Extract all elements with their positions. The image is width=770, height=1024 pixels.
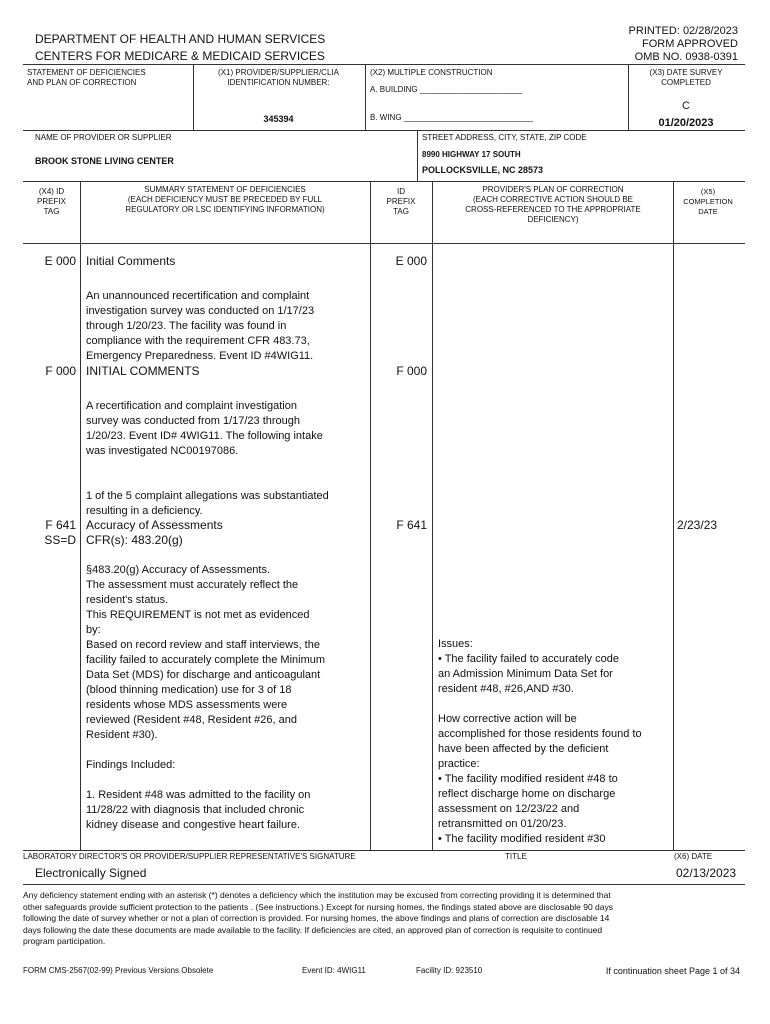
title-label: TITLE [505, 852, 527, 861]
form-approved: FORM APPROVED [642, 38, 738, 50]
signature-value: Electronically Signed [35, 866, 147, 880]
e000-title: Initial Comments [86, 254, 176, 268]
divider [365, 64, 366, 130]
survey-completed-date: 01/20/2023 [658, 117, 714, 129]
x2-label: (X2) MULTIPLE CONSTRUCTION [370, 68, 493, 77]
divider [370, 181, 371, 850]
provider-name: BROOK STONE LIVING CENTER [35, 156, 174, 166]
f641-body: §483.20(g) Accuracy of Assessments. The assessment must accurately reflect the resident's status. This REQUIREMENT is not met as evidenced by: Based on record review and staff interviews, the facility failed to accurately complete the Minimum Data Set (MDS) for discharge and anticoagulant (blood thinning medication) use for 3 of 18 residents whose MDS assessments were reviewed (Resident #48, Resident #26, and Resident #30). Findings Included: 1. Resident #48 was admitted to the facility on 11/28/22 with diagnosis that included chronic kidney disease and congestive heart failure. [86, 564, 326, 831]
id-tag-f641: F 641 [396, 518, 427, 532]
department-line-2: CENTERS FOR MEDICARE & MEDICAID SERVICES [35, 49, 325, 63]
divider [417, 130, 418, 181]
tag-f000: F 000 [45, 364, 76, 378]
summary-header: SUMMARY STATEMENT OF DEFICIENCIES (EACH DEFICIENCY MUST BE PRECEDED BY FULL REGULATORY OR LSC IDENTIFYING INFORMATION) [125, 185, 325, 214]
completion-date: 2/23/23 [677, 518, 718, 532]
id-tag-e000: E 000 [395, 254, 427, 268]
signature-rule [23, 884, 745, 885]
body-bottom-rule [23, 850, 745, 851]
f000-title: INITIAL COMMENTS [86, 364, 200, 378]
department-line-1: DEPARTMENT OF HEALTH AND HUMAN SERVICES [35, 32, 326, 46]
page-indicator: If continuation sheet Page 1 of 34 [605, 966, 740, 976]
divider [432, 181, 433, 850]
divider [193, 64, 194, 130]
signature-date: 02/13/2023 [676, 866, 737, 880]
f000-body: A recertification and complaint investigation survey was conducted from 1/17/23 through 1/20/23. Event ID# 4WIG11. The following intake was investigated NC00197086. 1 of the 5 complaint allegations was substantiated resulting in a deficiency. [86, 400, 329, 517]
plan-of-correction-body: Issues: • The facility failed to accurately code an Admission Minimum Data Set for resident #48, #26,AND #30. How corrective action will be accomplished for those residents found to have been affected by the deficient practice: • The facility modified resident #48 to reflect discharge home on discharge assessment on 12/23/22 and retransmitted on 01/20/23. • The facility modified resident #30 [438, 638, 642, 845]
divider [628, 64, 629, 130]
tag-f641: F 641 [45, 518, 76, 532]
address-line-1: 8990 HIGHWAY 17 SOUTH [422, 150, 521, 159]
statement-label: STATEMENT OF DEFICIENCIES AND PLAN OF CORRECTION [27, 68, 146, 87]
divider [80, 181, 81, 850]
form-number: FORM CMS-2567(02-99) Previous Versions Obsolete [23, 966, 214, 975]
facility-id: Facility ID: 923510 [416, 966, 483, 975]
address-line-2: POLLOCKSVILLE, NC 28573 [422, 165, 544, 175]
wing-field: B. WING _____________________________ [370, 113, 533, 122]
id-header: ID PREFIX TAG [386, 187, 416, 216]
f641-cfr: CFR(s): 483.20(g) [86, 533, 183, 547]
survey-code: C [682, 100, 690, 112]
x5-header: (X5) COMPLETION DATE [683, 187, 733, 216]
disclaimer-text: Any deficiency statement ending with an asterisk (*) denotes a deficiency which the institution may be excused from correcting providing it is determined that other safeguards provide sufficient protection to the patients . (See instructions.) Except for nursing homes, the findings stated above are disclosable 90 days following the date of survey whether or not a plan of correction is provided. For nursing homes, the above findings and plans of correction are disclosable 14 days following the date these documents are made available to the facility. If deficiencies are cited, an approved plan of correction is requisite to continued program participation. [23, 890, 613, 946]
box-rule-3 [23, 181, 745, 182]
event-id: Event ID: 4WIG11 [302, 966, 366, 975]
omb-number: OMB NO. 0938-0391 [634, 51, 738, 63]
e000-body: An unannounced recertification and complaint investigation survey was conducted on 1/17/23 through 1/20/23. The facility was found in compliance with the requirement CFR 483.73, Emergency Preparedness. Event ID #4WIG11. [86, 290, 315, 362]
x1-label: (X1) PROVIDER/SUPPLIER/CLIA IDENTIFICATION NUMBER: [218, 68, 339, 87]
x4-header: (X4) ID PREFIX TAG [37, 187, 66, 216]
box-rule-2 [23, 130, 745, 131]
tag-e000: E 000 [44, 254, 76, 268]
signature-label: LABORATORY DIRECTOR'S OR PROVIDER/SUPPLIER REPRESENTATIVE'S SIGNATURE [23, 852, 356, 861]
x3-label: (X3) DATE SURVEY COMPLETED [649, 68, 723, 87]
divider [673, 181, 674, 850]
id-tag-f000: F 000 [396, 364, 427, 378]
date-label: (X6) DATE [674, 852, 713, 861]
address-label: STREET ADDRESS, CITY, STATE, ZIP CODE [422, 133, 587, 142]
f641-title: Accuracy of Assessments [86, 518, 223, 532]
plan-header: PROVIDER'S PLAN OF CORRECTION (EACH CORRECTIVE ACTION SHOULD BE CROSS-REFERENCED TO THE APPROPRIATE DEFICIENCY) [465, 185, 641, 224]
header-rule [23, 243, 745, 244]
printed-date: PRINTED: 02/28/2023 [628, 25, 738, 37]
provider-label: NAME OF PROVIDER OR SUPPLIER [35, 133, 172, 142]
tag-ssd: SS=D [44, 533, 76, 547]
building-field: A. BUILDING _______________________ [370, 85, 523, 94]
top-rule [23, 64, 745, 65]
provider-id-number: 345394 [263, 114, 294, 124]
